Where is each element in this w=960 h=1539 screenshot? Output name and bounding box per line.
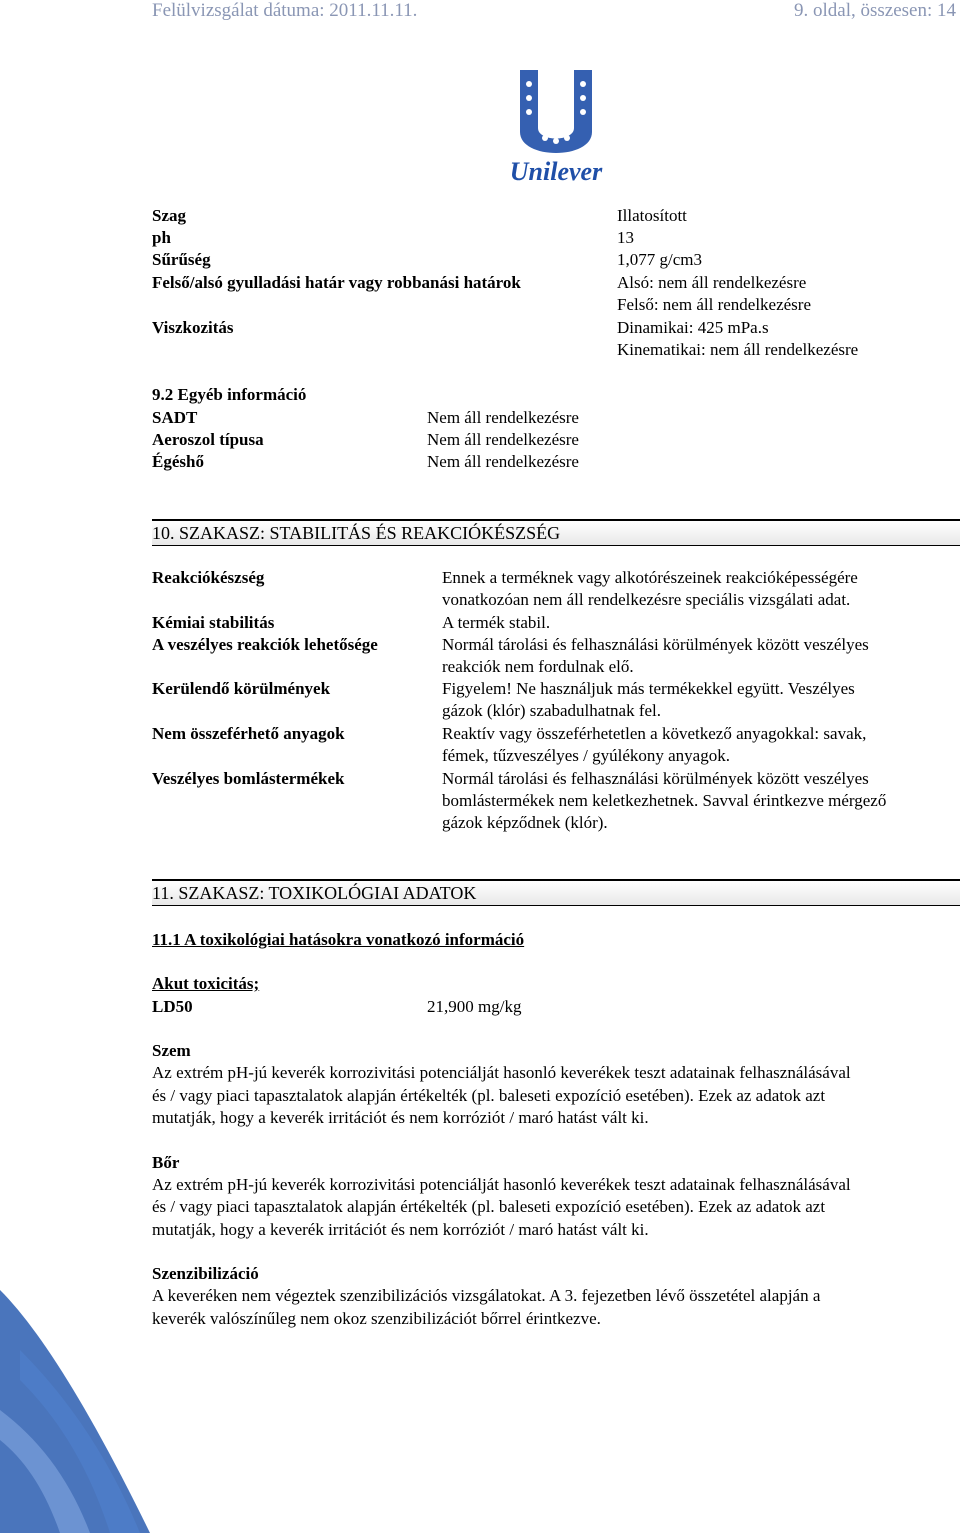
prop-label-viscosity: Viszkozitás — [152, 318, 234, 337]
hazardous-reactions-line-2: reakciók nem fordulnak elő. — [442, 657, 634, 676]
hazardous-reactions-line-1: Normál tárolási és felhasználási körülmények között veszélyes — [442, 635, 869, 654]
sensitization-line-2: keverék valószínűleg nem okoz szenzibilizációt bőrrel érintkezve. — [152, 1309, 601, 1328]
unilever-logo — [500, 62, 612, 186]
revision-date: Felülvizsgálat dátuma: 2011.11.11. — [152, 0, 418, 21]
prop-value-viscosity-dynamic: Dinamikai: 425 mPa.s — [617, 318, 769, 337]
ld50-value: 21,900 mg/kg — [427, 997, 522, 1016]
other-info-label-aerosol: Aeroszol típusa — [152, 430, 264, 449]
eye-line-2: és / vagy piaci tapasztalatok alapján értékelték (pl. baleseti expozíció esetében). Ezek az adatok azt — [152, 1086, 826, 1105]
skin-line-2: és / vagy piaci tapasztalatok alapján értékelték (pl. baleseti expozíció esetében). Ezek az adatok azt — [152, 1197, 826, 1216]
reactivity-line-1: Ennek a terméknek vagy alkotórészeinek reakcióképességére — [442, 568, 858, 587]
hazardous-reactions-label: A veszélyes reakciók lehetősége — [152, 635, 378, 654]
prop-value-ph: 13 — [617, 228, 634, 247]
eye-heading: Szem — [152, 1041, 191, 1060]
sensitization-line-1: A keveréken nem végeztek szenzibilizációs vizsgálatokat. A 3. fejezetben lévő összetétel alapján a — [152, 1286, 821, 1305]
incompatible-materials-line-1: Reaktív vagy összeférhetetlen a következő anyagokkal: savak, — [442, 724, 867, 743]
decomposition-products-label: Veszélyes bomlástermékek — [152, 769, 345, 788]
section-10-title: 10. SZAKASZ: STABILITÁS ÉS REAKCIÓKÉSZSÉG — [152, 523, 561, 543]
skin-line-3: mutatják, hogy a keverék irritációt és nem korróziót / maró hatást vált ki. — [152, 1220, 649, 1239]
incompatible-materials-line-2: fémek, tűzveszélyes / gyúlékony anyagok. — [442, 746, 730, 765]
prop-label-ph: ph — [152, 228, 171, 247]
stability-line-1: A termék stabil. — [442, 613, 551, 632]
prop-value-flammability-lower: Alsó: nem áll rendelkezésre — [617, 273, 807, 292]
other-info-label-sadt: SADT — [152, 408, 198, 427]
prop-value-density: 1,077 g/cm3 — [617, 250, 702, 269]
prop-value-odor: Illatosított — [617, 206, 687, 225]
prop-label-density: Sűrűség — [152, 250, 211, 269]
decomposition-products-line-3: gázok képződnek (klór). — [442, 813, 608, 832]
prop-label-flammability: Felső/alsó gyulladási határ vagy robbanási határok — [152, 273, 521, 292]
eye-line-3: mutatják, hogy a keverék irritációt és nem korróziót / maró hatást vált ki. — [152, 1108, 649, 1127]
prop-label-odor: Szag — [152, 206, 186, 225]
prop-value-flammability-upper: Felső: nem áll rendelkezésre — [617, 295, 812, 314]
eye-line-1: Az extrém pH-jú keverék korrozivitási potenciálját hasonló keverékek teszt adatainak felhasználásával — [152, 1063, 851, 1082]
other-info-heading: 9.2 Egyéb információ — [152, 385, 307, 404]
page-header — [0, 0, 960, 30]
prop-value-viscosity-kinematic: Kinematikai: nem áll rendelkezésre — [617, 340, 859, 359]
page-number: 9. oldal, összesen: 14 — [793, 0, 956, 21]
section-10-title-bar — [152, 519, 960, 546]
decomposition-products-line-1: Normál tárolási és felhasználási körülmények között veszélyes — [442, 769, 869, 788]
other-info-value-sadt: Nem áll rendelkezésre — [427, 408, 579, 427]
conditions-to-avoid-line-1: Figyelem! Ne használjuk más termékekkel együtt. Veszélyes — [442, 679, 855, 698]
section-11-1-heading: 11.1 A toxikológiai hatásokra vonatkozó információ — [152, 930, 525, 949]
conditions-to-avoid-line-2: gázok (klór) szabadulhatnak fel. — [442, 701, 662, 720]
incompatible-materials-label: Nem összeférhető anyagok — [152, 724, 345, 743]
acute-toxicity-heading: Akut toxicitás; — [152, 974, 260, 993]
reactivity-label: Reakciókészség — [152, 568, 265, 587]
stability-label: Kémiai stabilitás — [152, 613, 275, 632]
logo-wordmark: Unilever — [509, 157, 603, 186]
skin-line-1: Az extrém pH-jú keverék korrozivitási potenciálját hasonló keverékek teszt adatainak felhasználásával — [152, 1175, 851, 1194]
other-info-value-aerosol: Nem áll rendelkezésre — [427, 430, 579, 449]
conditions-to-avoid-label: Kerülendő körülmények — [152, 679, 331, 698]
decomposition-products-line-2: bomlástermékek nem keletkezhetnek. Savval érintkezve mérgező — [442, 791, 887, 810]
sensitization-heading: Szenzibilizáció — [152, 1264, 259, 1283]
other-info-value-heat: Nem áll rendelkezésre — [427, 452, 579, 471]
skin-heading: Bőr — [152, 1153, 180, 1172]
reactivity-line-2: vonatkozóan nem áll rendelkezésre speciális vizsgálati adat. — [442, 590, 851, 609]
corner-decoration — [0, 1290, 240, 1533]
section-11-title-bar — [152, 879, 960, 906]
section-11-title: 11. SZAKASZ: TOXIKOLÓGIAI ADATOK — [152, 883, 477, 903]
other-info-label-heat: Égéshő — [152, 452, 204, 471]
ld50-label: LD50 — [152, 997, 193, 1016]
